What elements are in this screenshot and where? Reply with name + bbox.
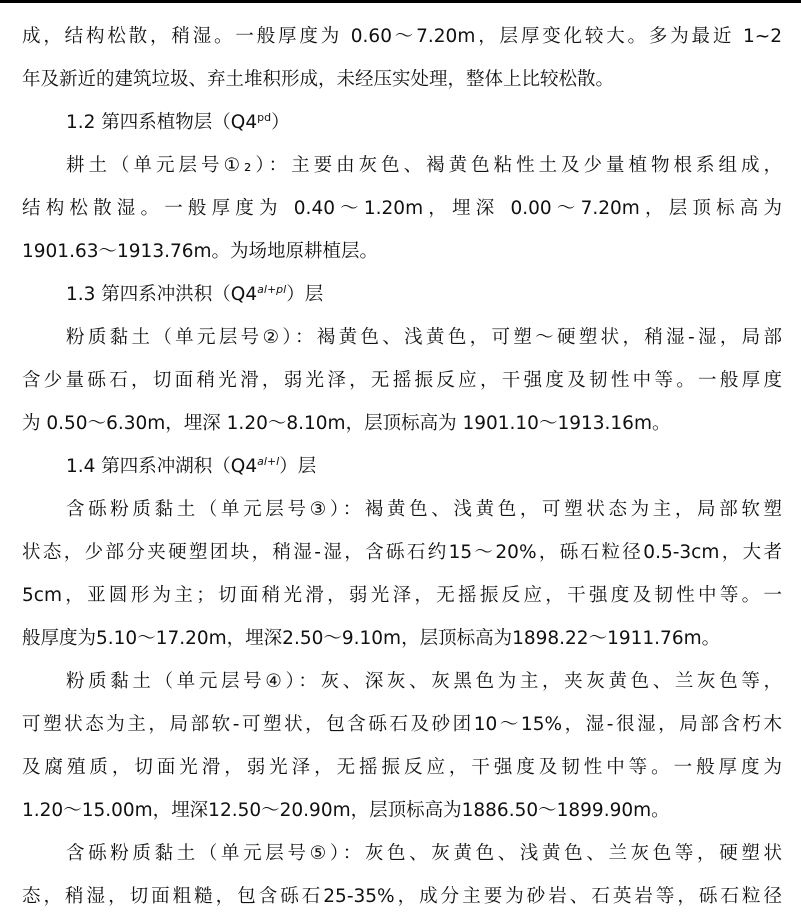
heading-1-3-sup: al+pl	[257, 282, 287, 296]
heading-1-3-text: 1.3 第四系冲洪积（Q	[66, 284, 246, 305]
text-line-1: 成，结构松散，稍湿。一般厚度为 0.60～7.20m，层厚变化较大。多为最近 1~2	[22, 26, 782, 47]
text-line-18: 态，稍湿，切面粗糙，包含砾石25-35%，成分主要为砂岩、石英岩等，砾石粒径	[22, 886, 782, 907]
heading-1-4-sup: al+l	[257, 454, 280, 468]
text-line-11: 5cm，亚圆形为主；切面稍光滑，弱光泽，无摇振反应，干强度及韧性中等。一	[22, 585, 782, 606]
top-rule	[0, 0, 801, 3]
text-line-5: 1901.63～1913.76m。为场地原耕植层。	[22, 241, 379, 262]
text-line-4: 结构松散湿。一般厚度为 0.40～1.20m，埋深 0.00～7.20m，层顶标高为	[22, 198, 782, 219]
text-line-12: 般厚度为5.10～17.20m，埋深2.50～9.10m，层顶标高为1898.22～1911.76m。	[22, 628, 721, 649]
text-line-7: 含少量砾石，切面稍光滑，弱光泽，无摇振反应，干强度及韧性中等。一般厚度	[22, 370, 782, 391]
heading-1-2-sup: pd	[257, 110, 272, 124]
text-line-9: 含砾粉质黏土（单元层号③）：褐黄色、浅黄色，可塑状态为主，局部软塑	[66, 499, 782, 520]
section-heading-1-2	[66, 108, 290, 138]
heading-1-2-text: 1.2 第四系植物层（Q	[66, 112, 246, 133]
text-line-6: 粉质黏土（单元层号②）：褐黄色、浅黄色，可塑～硬塑状，稍湿-湿，局部	[66, 327, 782, 348]
heading-1-3-sub: 4	[245, 284, 258, 305]
heading-1-3-close: ）层	[286, 284, 324, 305]
text-line-15: 及腐殖质，切面光滑，弱光泽，无摇振反应，干强度及韧性中等。一般厚度为	[22, 757, 782, 778]
heading-1-4-sub: 4	[245, 456, 258, 477]
heading-1-4-close: ）层	[279, 456, 317, 477]
text-line-16: 1.20～15.00m，埋深12.50～20.90m，层顶标高为1886.50～1899.90m。	[22, 800, 670, 821]
text-line-2: 年及新近的建筑垃圾、弃土堆积形成，未经压实处理，整体上比较松散。	[22, 69, 615, 90]
text-line-17: 含砾粉质黏土（单元层号⑤）：灰色、灰黄色、浅黄色、兰灰色等，硬塑状	[66, 843, 782, 864]
text-line-3: 耕土（单元层号①₂）：主要由灰色、褐黄色粘性土及少量植物根系组成，	[66, 155, 782, 176]
section-heading-1-4	[66, 452, 316, 482]
heading-1-4-text: 1.4 第四系冲湖积（Q	[66, 456, 246, 477]
heading-1-2-sub: 4	[245, 112, 258, 133]
text-line-14: 可塑状态为主，局部软-可塑状，包含砾石及砂团10～15%，湿-很湿，局部含朽木	[22, 714, 782, 735]
text-line-8: 为 0.50～6.30m，埋深 1.20～8.10m，层顶标高为 1901.10～1913.16m。	[22, 413, 671, 434]
text-line-13: 粉质黏土（单元层号④）：灰、深灰、灰黑色为主，夹灰黄色、兰灰色等，	[66, 671, 782, 692]
heading-1-2-close: ）	[271, 112, 290, 133]
text-line-10: 状态，少部分夹硬塑团块，稍湿-湿，含砾石约15～20%，砾石粒径0.5-3cm，大者	[22, 542, 782, 563]
section-heading-1-3	[66, 280, 323, 310]
